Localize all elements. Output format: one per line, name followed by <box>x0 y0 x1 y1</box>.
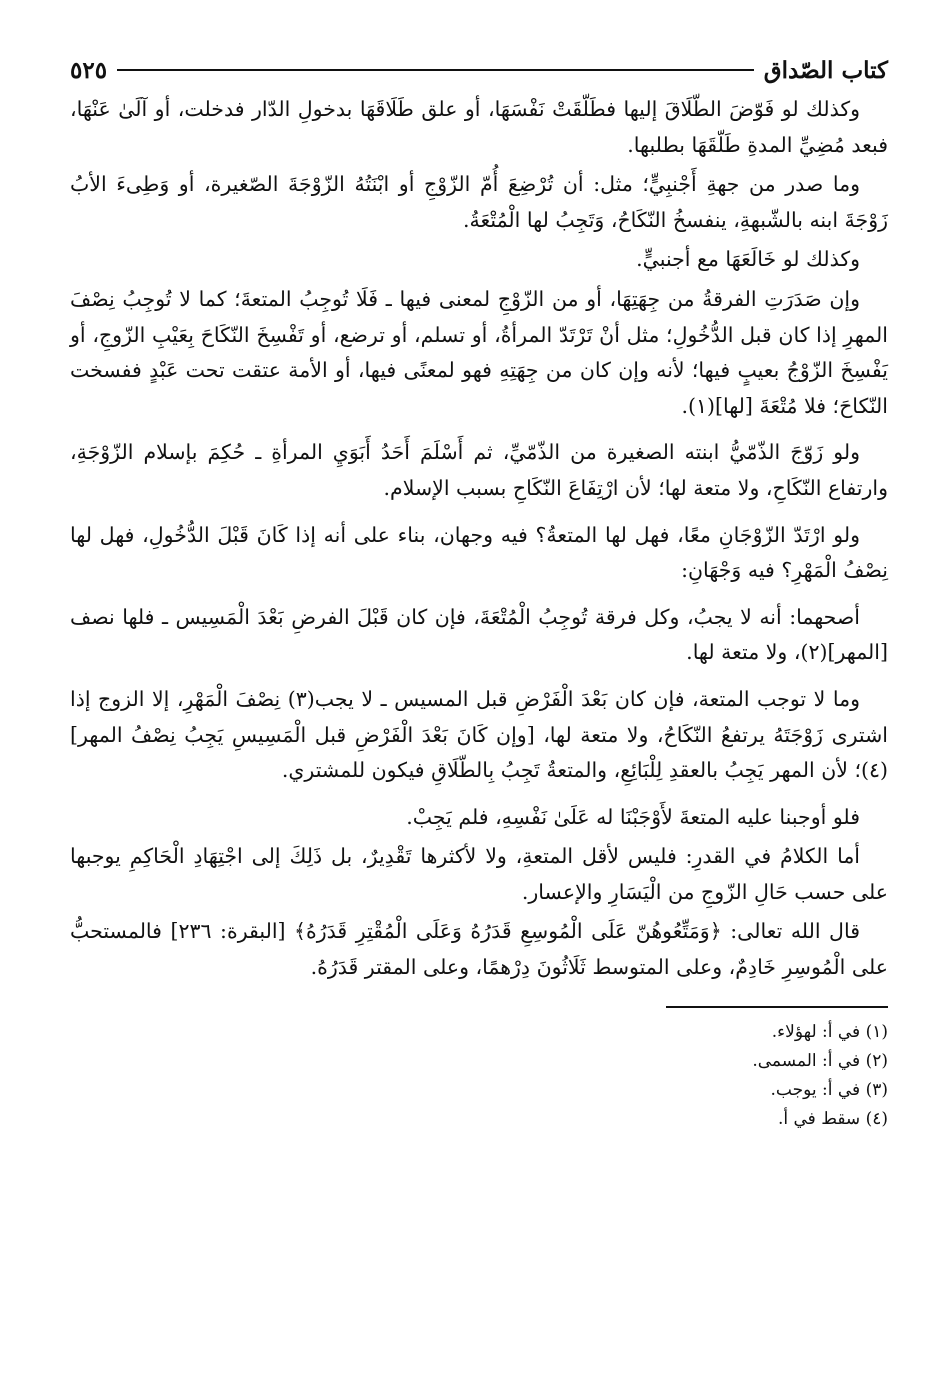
paragraph: فلو أوجبنا عليه المتعةَ لأَوْجَبْنَا له عَلَىٰ نَفْسِهِ، فلم يَجِبْ. <box>406 804 860 829</box>
paragraph: وكذلك لو فَوّضَ الطّلَاقَ إليها فطَلّقَتْ نَفْسَهَا، أو علق طَلَاقَهَا بدخولِ الدّار فدخلت، أو آلَىٰ عَنْهَا، فبعد مُضِيِّ المدةِ طَلّقَهَا بطلبها. <box>70 97 888 157</box>
paragraph: وما لا توجب المتعة، فإن كان بَعْدَ الْفَرْضِ قبل المسيس ـ لا يجب(٣) نِصْفَ الْمَهْرِ، إلا الزوج إذا اشترى زَوْجَتَهُ يرتفعُ النّكَاحُ، ولا متعة لها، [وإن كَانَ بَعْدَ الْفَرْضِ قبل الْمَسِيسِ يَجِبُ نِصْفُ المهر](٤)؛ لأن المهر يَجِبُ بالعقدِ لِلْبَائِعِ، والمتعةُ تَجِبُ بِالطّلَاقِ فيكون للمشتري. <box>70 686 888 783</box>
main-text <box>70 92 888 986</box>
paragraph: وإن صَدَرَتِ الفرقةُ من جِهَتِهَا، أو من الزّوْجِ لمعنى فيها ـ فَلَا تُوجِبُ المتعةَ؛ كما لا تُوجِبُ نِصْفَ المهرِ إذا كان قبل الدُّخُولِ؛ مثل أنْ تَرْتَدّ المرأةُ، أو تسلم، أو ترضع، أو تَفْسِخَ النّكَاحَ بِعَيْبِ الزّوجِ، أو يَفْسِخَ الزّوْجُ بعيبٍ فيها؛ لأنه وإن كان من جِهَتِهِ فهو لمعنًى فيها، أو الأمة عتقت تحت عَبْدٍ ففسخت النّكاحَ؛ فلا مُتْعَةَ [لها](١). <box>70 286 888 418</box>
quran-citation-paragraph: قال الله تعالى: ﴿وَمَتِّعُوهُنّ عَلَى الْمُوسِعِ قَدَرُهُ وَعَلَى الْمُقْتِرِ قَدَرُهُ﴾ [البقرة: ٢٣٦] فالمستحبُّ على الْمُوسِرِ خَادِمٌ، وعلى المتوسط ثَلَاثُونَ دِرْهمًا، وعلى المقتر قَدَرُهُ. <box>70 919 888 980</box>
chapter-title: كتاب الصّداق <box>763 56 888 84</box>
header-rule <box>117 69 754 71</box>
book-page <box>70 52 888 1352</box>
paragraph: وما صدر من جهةِ أَجْنبِيٍّ؛ مثل: أن تُرْضِعَ أُمّ الزّوْجِ أو ابْنَتُهُ الزّوْجَةَ الصّغيرة، أو وَطِىءَ الأبُ زَوْجَةَ ابنه بالشّبهةِ، ينفسخُ النّكَاحُ، وَتَجِبُ لها الْمُتْعَةُ. <box>70 172 888 232</box>
paragraph: ولو زَوّجَ الذّمّيُّ ابنته الصغيرة من الذّمّيِّ، ثم أَسْلَمَ أَحَدُ أَبَوَيِ المرأةِ ـ حُكِمَ بإسلام الزّوْجَةِ، وارتفاع النّكَاحِ، ولا متعة لها؛ لأن ارْتِفَاعَ النّكَاحِ بسبب الإسلام. <box>70 440 888 500</box>
running-header <box>70 52 888 88</box>
paragraph: وكذلك لو خَالَعَهَا مع أجنبيٍّ. <box>636 247 860 272</box>
footnote-2: (٢) في أ: المسمى. <box>752 1050 888 1071</box>
paragraph: ولو ارْتَدّ الزّوْجَانِ معًا، فهل لها المتعةُ؟ فيه وجهان، بناء على أنه إذا كَانَ قَبْلَ الدُّخُولِ، فهل لها نِصْفُ الْمَهْرِ؟ فيه وَجْهَانِ: <box>70 522 888 583</box>
footnote-divider <box>666 1006 888 1008</box>
footnotes <box>70 1018 888 1134</box>
paragraph: أما الكلامُ في القدرِ: فليس لأقل المتعةِ، ولا لأكثرها تَقْدِيرٌ، بل ذَلِكَ إلى اجْتِهَادِ الْحَاكِمِ يوجبها على حسب حَالِ الزّوجِ من الْيَسَارِ والإعسار. <box>70 844 888 904</box>
footnote-4: (٤) سقط في أ. <box>777 1108 888 1129</box>
page-number: ٥٢٥ <box>70 56 108 84</box>
paragraph: أصحهما: أنه لا يجبُ، وكل فرقة تُوجِبُ الْمُتْعَةَ، فإن كان قَبْلَ الفرضِ بَعْدَ الْمَسِيس ـ فلها نصف [المهر](٢)، ولا متعة لها. <box>70 604 888 665</box>
footnote-1: (١) في أ: لهؤلاء. <box>771 1021 888 1042</box>
footnote-3: (٣) في أ: يوجب. <box>770 1079 888 1100</box>
